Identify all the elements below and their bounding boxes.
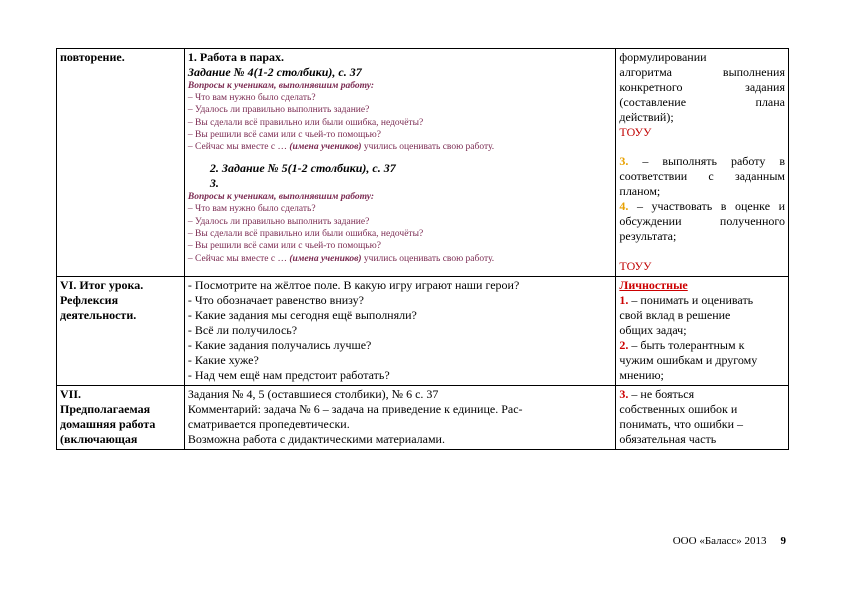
- task2-title: 2. Задание № 5(1-2 столбики), с. 37: [209, 161, 396, 176]
- homework-line: Задания № 4, 5 (оставшиеся столбики), № 6 с. 37: [187, 387, 439, 401]
- homework-line: Возможна работа с дидактическими материалами.: [187, 432, 445, 446]
- uud-line: мнению;: [619, 368, 664, 382]
- reflection-question: - Посмотрите на жёлтое поле. В какую игру играют наши герои?: [187, 278, 520, 292]
- stage-label: повторение.: [60, 50, 125, 64]
- uud-line: свой вклад в решение: [619, 308, 731, 322]
- tou-label: ТОУУ: [619, 259, 652, 273]
- uud-line: формулировании: [619, 50, 707, 64]
- task3-number: 3.: [209, 176, 219, 191]
- stage-label: (включающая: [60, 432, 138, 446]
- work-heading: 1. Работа в парах.: [187, 50, 285, 64]
- question-line: – Вы решили всё сами или с чьей-то помощью?: [187, 129, 381, 140]
- question-line: – Удалось ли правильно выполнить задание?: [187, 216, 370, 227]
- stage-label: домашняя работа: [60, 417, 156, 431]
- personal-item-2: 2. – быть толерантным к: [619, 338, 745, 352]
- footer-company: ООО «Баласс» 2013: [672, 535, 767, 547]
- reflection-question: - Какие хуже?: [187, 353, 259, 367]
- personal-item-3: 3. – не бояться: [619, 387, 695, 401]
- uud-item-4: 4. – участвовать в оценке и: [619, 199, 785, 213]
- reflection-question: - Что обозначает равенство внизу?: [187, 293, 364, 307]
- content-cell: [184, 277, 615, 386]
- stage-label: VI. Итог урока.: [60, 278, 144, 292]
- uud-cell: [616, 277, 789, 386]
- table-row-repetition: [57, 49, 789, 277]
- table-row-homework: [57, 386, 789, 450]
- stage-label: VII.: [60, 387, 82, 401]
- question-line-last: – Сейчас мы вместе с … (имена учеников) учились оценивать свою работу.: [187, 253, 495, 264]
- lesson-table: [56, 48, 789, 450]
- uud-line: общих задач;: [619, 323, 687, 337]
- uud-line: планом;: [619, 184, 661, 198]
- content-cell: [184, 49, 615, 277]
- reflection-question: - Всё ли получилось?: [187, 323, 298, 337]
- uud-line: результата;: [619, 229, 677, 243]
- tou-label: ТОУУ: [619, 125, 652, 139]
- uud-cell: [616, 386, 789, 450]
- stage-label: Рефлексия: [60, 293, 119, 307]
- reflection-question: - Над чем ещё нам предстоит работать?: [187, 368, 390, 382]
- reflection-question: - Какие задания получались лучше?: [187, 338, 372, 352]
- uud-line: обсуждении полученного: [619, 214, 785, 228]
- question-line: – Что вам нужно было сделать?: [187, 93, 316, 103]
- uud-item-3: 3. – выполнять работу в: [619, 154, 785, 168]
- uud-line: конкретного задания: [619, 80, 785, 94]
- stage-cell: [57, 386, 185, 450]
- stage-cell: [57, 49, 185, 277]
- content-cell: [184, 386, 615, 450]
- question-line: – Удалось ли правильно выполнить задание?: [187, 105, 370, 116]
- stage-cell: [57, 277, 185, 386]
- question-line: – Вы решили всё сами или с чьей-то помощью?: [187, 241, 381, 252]
- task1-title: Задание № 4(1-2 столбики), с. 37: [187, 65, 362, 79]
- question-line: – Вы сделали всё правильно или были ошибка, недочёты?: [187, 229, 424, 240]
- questions-heading: Вопросы к ученикам, выполнявшим работу:: [187, 192, 375, 203]
- page-footer: [673, 535, 786, 547]
- question-line-last: – Сейчас мы вместе с … (имена учеников) учились оценивать свою работу.: [187, 142, 495, 153]
- question-line: – Что вам нужно было сделать?: [187, 204, 316, 215]
- uud-line: действий);: [619, 110, 674, 124]
- uud-line: алгоритма выполнения: [619, 65, 785, 79]
- uud-line: соответствии с заданным: [619, 169, 785, 183]
- uud-line: чужим ошибкам и другому: [619, 353, 758, 367]
- stage-label: деятельности.: [60, 308, 137, 322]
- stage-label: Предполагаемая: [60, 402, 151, 416]
- reflection-question: - Какие задания мы сегодня ещё выполняли?: [187, 308, 417, 322]
- homework-line: Комментарий: задача № 6 – задача на приведение к единице. Рас-: [187, 402, 523, 416]
- uud-line: обязательная часть: [619, 432, 717, 446]
- question-line: – Вы сделали всё правильно или были ошибка, недочёты?: [187, 117, 424, 128]
- uud-line: собственных ошибок и: [619, 402, 738, 416]
- uud-line: понимать, что ошибки –: [619, 417, 744, 431]
- uud-line: (составление плана: [619, 95, 785, 109]
- table-row-summary: [57, 277, 789, 386]
- homework-line: сматривается пропедевтически.: [187, 417, 350, 431]
- uud-cell: [616, 49, 789, 277]
- page-number: 9: [780, 535, 786, 547]
- personal-heading: Личностные: [619, 278, 688, 292]
- personal-item-1: 1. – понимать и оценивать: [619, 293, 754, 307]
- questions-heading: Вопросы к ученикам, выполнявшим работу:: [187, 81, 375, 91]
